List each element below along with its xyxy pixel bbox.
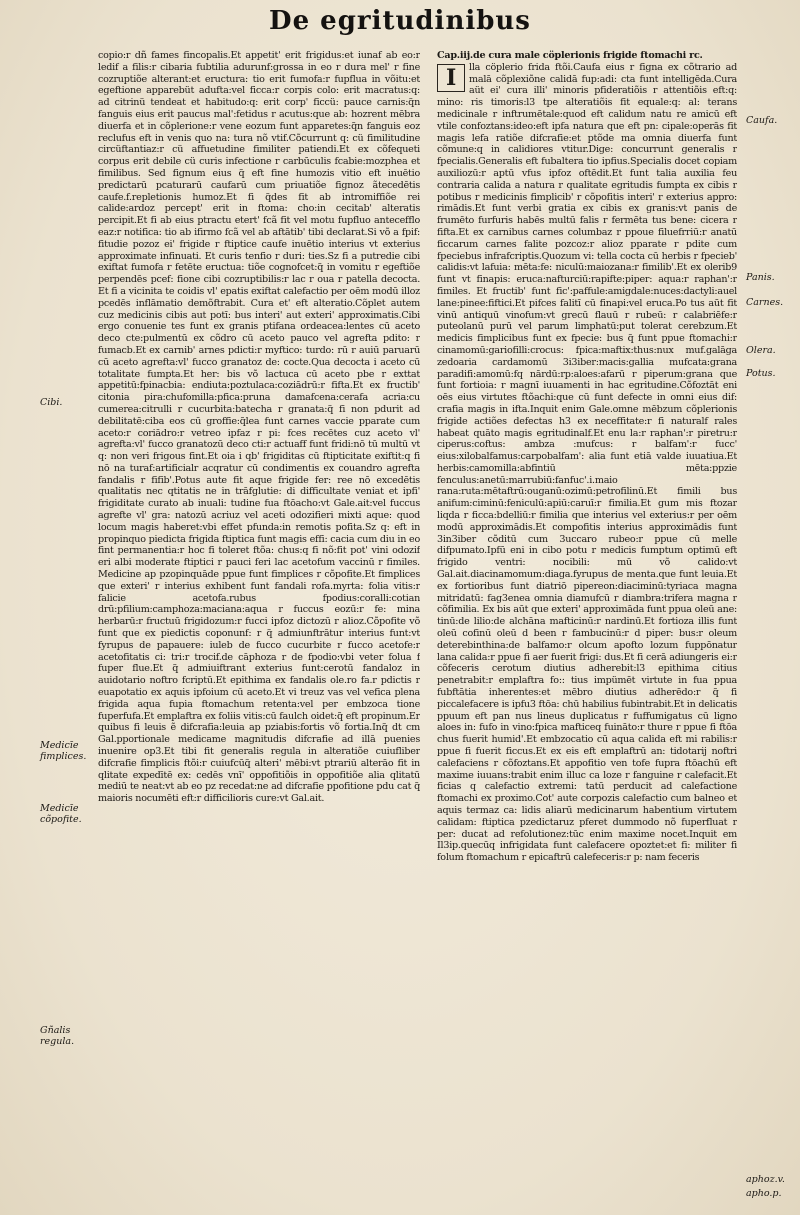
left-text-column xyxy=(98,50,420,1210)
right-column-text: lla cöplerio frida ftõi.Caufa eius r figna ex cõtrario ad malā cõplexiõne calidā fup:adi: cta funt intelligēda.Cura aüt ei' cura illi' minoris pfideratiõis r attentiõis eft:q: mino: ris timoris:l3 tpe alteratiõis fit equale:q: al: terans medicinale r inftrumētale:quod eft calidum natu re amicū eft vtile confoztans:ideo:eft ipfa natura que eft pn: cipale:operās fit magis lefa ratiõe difcrafie:et ptõde ma omnia diuerfa funt cõmune:q in calidiores vtitur.Dige: concurrunt generalis r fpecialis.Generalis eft fubaltera tio ipfius.Specialis docet copiam auxiliozū:r aptū vfus ipfoz oftēdit.Et funt talia auxilia feu contraria calida a natura r qualitate egritudis fumpta ex cibis r potibus r medicinis fimplicib' r cõpofitis interi' r exterius appro: rimādis.Et funt verbi gratia ex cibis ex granis:vt panis de frumēto furfuris habēs multū falis r fermēta tus bene: cicera r fifta.Et ex carnibus carnes columbaz r ppoue filuefrriū:r anatū ficcarum carnes falite pozcoz:r alioz pparate r pdite cum fpeciebus infrafcriptis.Quozum vi: tella cocta cū herbis r fpecieb' calidis:vt lafuia: mēta:fe: niculū:maiozana:r fimilib'.Et ex olerib9 funt vt finapis: eruca:nafturciū:rapifte:piper: aqua:r raphan':r fimiles. Et fructib' funt fic':paffule:amigdale:nuces:dactyli:auel lane:pinee:fiftici.Et pifces falitī cū finapi:vel eruca.Po tus aūt fit vinū antiquū vinofum:vt grecū flauū r rubeū: r calabriēfe:r puteolanū purū vel parum limphatū:put tolerat cerebzum.Et medicis fimplicibus funt ex fpecie: bus q̃ funt ppue ftomachi:r cinamomū:gariofilli:crocus: fpica:maftix:thus:nux muf.galāga zedoaria cardamomū 3i3iber:macis:gallia mufcata:grana paradifi:amomū:fq nārdū:rp:aloes:afarū r piperum:grana que funt fortioia: r magnī iuuamenti in hac egritudine.Cõfoztāt eni oēs eius virtutes ftõachi:que cū funt defecte in omni eius dif: crafia magis in ifta.Inquit enim Gale.omne mēbzum cõplerionis frigide actiões defectas h3 ex neceffitate:r fi naturalf rales habeat quāto magis egritudinalf.Et enu la:r raphan':r piretru:r ciperus:coftus: ambza :mufcus: r balfam':r fucc' eius:xilobalfamus:carpobalfam': alia funt etiā valde iuuatiua.Et herbis:camomilla:abfintiū mēta:ppzie fenculus:anetū:marrubiū:fanfuc'.i.maio rana:ruta:mētaftrū:ouganū:ozimū:petrofilinū.Et fimili bus anifum:ciminū:feniculū:apiū:caruī:r fimilia.Et gum mis ftozar liqda r ficca:bdelliū:r fimilia que interius vel exterius:r per oēm modū approximādis.Et compofitis interius approximādis funt 3in3iber cõditū cum 3uccaro rubeo:r ppue cū melle difpumato.Ipfū eni in cibo potu r medicis fumptum optimū eft frigido ventri: nocibili: mū võ calido:vt Gal.ait.diacinamomum:diaga.fyrupus de menta.que funt leuia.Et ex fortioribus funt diatriō pipereon:diaciminū:tyriaca magna mitridatū: fag3enea omnia diamufcū r diambra:trifera magna r cõfimilia. Ex bis aūt que exteri' approximāda funt ppua oleū ane: tinū:de lilio:de alchāna mafticinū:r nardinū.Et fortioza illis funt oleū cofinū oleū d been r fambucinū:r d piper: bus:r oleum deterebinthina:de balfamo:r olcum apofto lozum fuppōnatur lana calida:r ppue fi aer fuerit frigi: dus.Et fi cerā adiungeris ei:r cõfeceris cerotum diutius adherebit:l3 epithima citius penetrabit:r emplaftra fo:: tius impümēt virtute in fua ppua fubftātia inherentes:et mēbro diutius adherēdo:r q̃ fi piccalefacere is ipfu3 ftōa: chū habilius fubintrabit.Et in delicatis ppuum eft pan nus lineus duplicatus r fuffumigatus cū ligno aloes in: fufo in vino:fpica mafticeq fuināto:r thure r ppue fi ftōa chus fuerit humid'.Et embzocatio cū aqua calida eft mi rabilis:r ppue fi fuerit ficcus.Et ex eis eft emplaftrū an: tidotarij noftri calefaciens r cõfoztans.Et appofitio ven tofe fupra ftōachū eft maxime iuuans:trabit enim illuc ca loze r fanguine r calefacit.Et ficias q calefactio extremi: tatū perducit ad calefactione ftomachi ex proximo.Cot' aute corpozis calefactio cum balneo et aquis termaz ca: lidis aliarū medicinarum habentium virtutem calidam: ftiptica pzedictaruz pferet dummodo nõ fuperfluat r per: ducat ad refolutionez:tūc enim maxime nocet.Inquit em Il3ip.quecūq infrigidata funt calefacere opoztet:et fi: militer fi folum ftomachum r epicaftrū calefeceris:r p: nam feceris xyxy=(437,61,737,864)
margin-note-generalis-regula: Gñalis regula. xyxy=(40,1025,75,1047)
left-column-text: copio:r dñ fames fincopalis.Et appetit' erit frigidus:et iunaf ab eo:r ledif a filis:r cibaria fubtilia adurunf:grossa in eo r dura mel' r fine cozruptiõe alterant:et eructura: tio erit fumofa:r fupflua in võitu:et egeftione apparebüt adufta:vel ficca:r corpis colo: erit macratus:q: ad citrinü tendeat et habitudo:q: erit corp' ficcü: pauce carnis:q̃n fanguis eius erit paucus mal':fetidus r acutus:que ab: hozrent mēbra diuerfa et in cõplerione:r vene eozum funt apparetes:q̃n fanguis eoz reclufus eft in venis quo na: tura nõ vtif.Cõcurrunt q: cü fimilitudine circüftantiaz:r cü affuetudine fimiliter patiendi.Et ex cõfequeti corpus erit debile cü curis infectione r carbūculis fcabie:mozphea et fimilibus. Sed fignum eius q̃ eft fine humozis vitio eft inuētio predictarū pcaturarū caufarū cum priuatiõe fignoz ãtecedētis caufe.f.repletionis humoz.Et fi q̃des fit ab intromiffiõe rei calide:ardoz percept' erit in ftoma: cho:in cecitab' alteratis percipit.Et fi ab eius ptractu etert' fcã fit vel motu fupfluo antecefflo eaz:r notifica: tio ab ifirmo fcã vel ab aftātib' tibi declarat.Si võ a fpif: fitudie pozoz ei' frigide r ftiptice caufe inuētio interius vt exterius approximate infinuati. Et curis tenfio r duri: ties.Sz fi a putredie cibi exiftat fumofa r fetēte eructua: tiõe cognofcet:q̃ in vomitu r egeftiõe perpendēs pcef: fione cibi cozruptibilis:r lac r oua r patella decocta. Et fi a vicinita te coidis vl' epatis exiftat calefactio per oēm modū illoz pcedēs inflāmatio demõftrabit. Cura et' eft alteratio.Cõplet autem cuz medicinis cibis aut potī: bus interi' aut exteri' approximatis.Cibi ergo conuenie tes funt ex granis ptifana ordeacea:lentes cū aceto deco cte:pulmentū ex cõdro cū aceto pauco vel agrefta pdito: r fumacb.Et ex carnib' arnes pdicti:r myftico: turdo: rū r auiū paruarū cū aceto agrefta:vl' fucco granatoz de: cocte.Qua decocta i aceto cū totalitate fumpta.Et her: bis võ lactuca cū aceto pbe r exttat appetitū:fpinacbia: endiuta:poztulaca:coziādrū:r fifta.Et ex fructib' citonia pira:chufomilla:pfica:pruna damafcena:cerafa acria:cu cumerea:citrulli r cucurbita:batecha r granata:q̃ fi non pdurit ad debilitatē:ciba eos cū groffie:q̃lea funt carnes vaccie pparate cum aceto:r coriādro:r vetreo ipfaz r pi: fces recētes cuz aceto vl' agrefta:vl' fucco granatozū deco cti:r actuaff funt fridi:nō tū multū vt q: non veri frigous fint.Et oia i qb' frigiditas cū ftipticitate exiftit:q fi nō na turaf:artificialr acqratur cū condimentis ex couandro agrefta fandalis r fifib'.Potus aute fit aque frigide fer: ree nō excedētis qualitatis nec qtitatis ne in trāfglutie: di difficultate veniat et ipfi' frigiditate curato ab inuali: tudine fua ftōacho:vt Gale.ait:vel fuccus agrefte vl' gra: natozū acriuz vel aceti odozifieri mixti aque: quod locum magis haberet:vbi effet pfunda:in remotis pofita.Sz q: eft in propinquo piedicta frigida ftiptica funt magis effi: cacia cum diu in eo fint permanentia:r hoc fi toleret ftõa: chus:q fi nõ:fit pot' vini odozif eri albi moderate ftiptici r pauci feri lac acetofum vaccinū r fimiles. Medicine ap pzopinquāde ppue funt fimplices r cõpofite.Et fimplices que exteri' r interius exhibent funt fandali rofa.myrta: folia vitis:r falicie acetofa.rubus fpodius:coralli:cotian drū:pfilium:camphoza:maciana:aqua r fuccus eozū:r fe: mina herbarū:r fructuū frigidozum:r fucci ipfoz dictozū r alioz.Cõpofite võ funt que ex piedictis coponunf: r q̃ admiunftrātur interius funt:vt fyrupus de papauere: iuleb de fucco cucurbite r fucco acetofe:r acetofitatis ci: tri:r trocif.de cāphoza r de fpodio:vbi veter folua f fuper flue.Et q̃ admiuiftrant exterius funt:cerotū fandaloz in auidotario noftro fcriptū.Et epithima ex fandalis ole.ro fa.r pdictis r euapotatio ex aquis ipfoium cū aceto.Et vi treuz vas vel vefica plena frigida aqua fupia ftomachum retenta:vel per embzoca tione fuperfufa.Et emplaftra ex foliis vitis:cū faulch oidet:q̃ eft propinum.Er quibus fi leuis ẽ difcrafia:leuia ap pziabis:fortis võ fortia.Inq̃ dt cm Gal.pportionale medicame magnitudis difcrafie ad illā puenies inuenire op3.Et tibi fit generalis regula in alteratiõe cuiufliber difcrafie fimplicis ftõi:r cuiufcūq̃ alteri' mēbi:vt ptrariū alterāo fit in qlitate expedītē ex: cedēs vnī' oppofitiõis in oppofitiõe alia qlitatū mediū te neat:vt ab eo pz recedat:ne ad difcrafie ppofitione pdu cat q̃ maioris nocumēti eft:r difficilioris cure:vt Gal.ait. xyxy=(98,50,420,805)
drop-cap-initial: I xyxy=(437,64,465,92)
margin-note-potus: Potus. xyxy=(746,368,776,379)
running-header xyxy=(0,6,800,48)
right-text-column xyxy=(437,50,737,1210)
margin-note-aphorism-5: aphoz.v. xyxy=(746,1174,785,1185)
margin-note-medicine-simplices: Medicīe fimplices. xyxy=(40,740,87,762)
page-title: De egritudinibus xyxy=(269,6,531,36)
margin-note-olera: Olera. xyxy=(746,345,776,356)
chapter-heading: Cap.iij.de cura male cöplerionis frigide ftomachi rc. xyxy=(437,50,703,61)
margin-note-cibi: Cibi. xyxy=(40,397,63,408)
margin-note-panis: Panis. xyxy=(746,272,775,283)
margin-note-carnes: Carnes. xyxy=(746,297,784,308)
margin-note-causa: Caufa. xyxy=(746,115,778,126)
margin-note-aphorism-p: apho.p. xyxy=(746,1188,782,1199)
margin-note-medicine-composite: Medicīe cõpofite. xyxy=(40,803,82,825)
